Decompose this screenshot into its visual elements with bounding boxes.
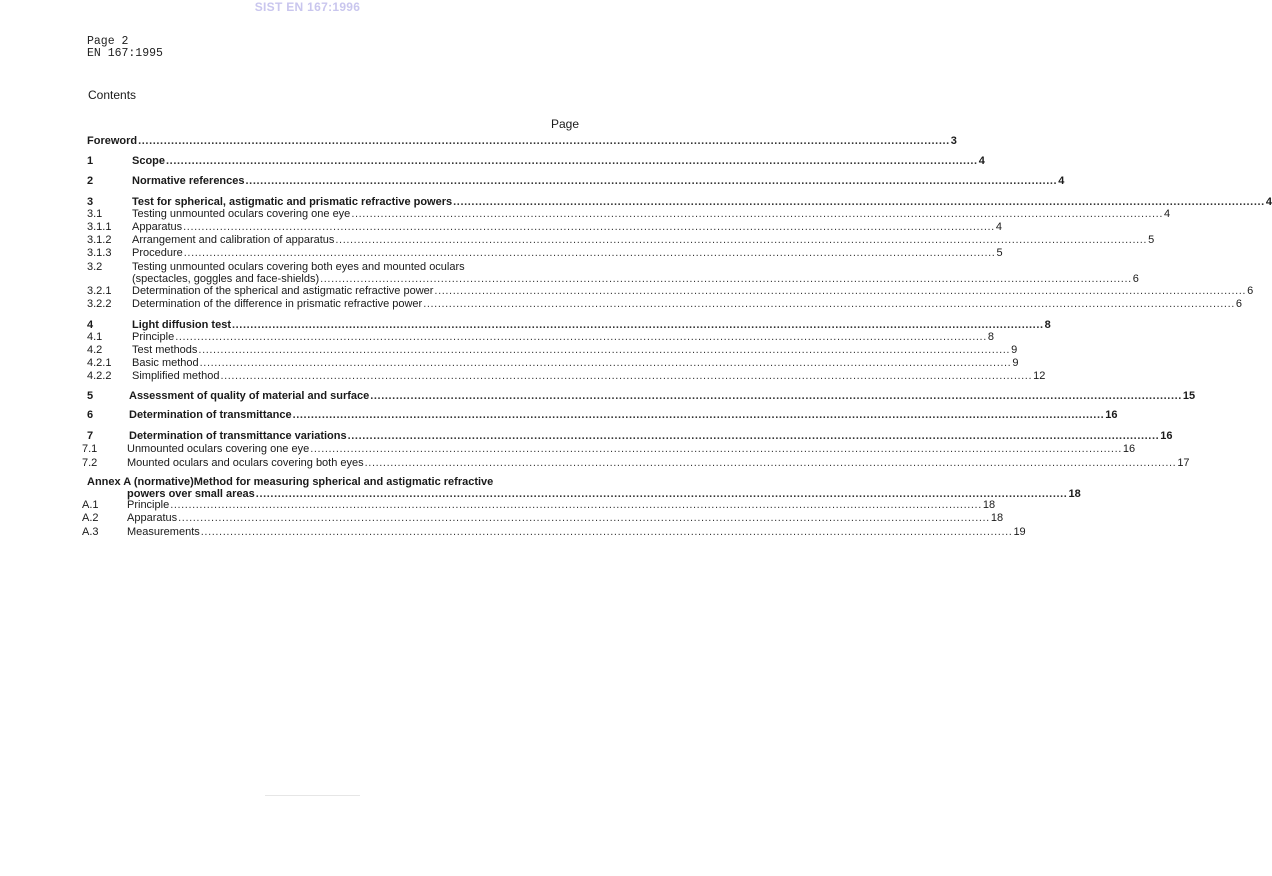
- toc-page-number: 16: [1122, 443, 1136, 455]
- toc-page-number: 18: [990, 512, 1004, 524]
- toc-page-number: 4: [1265, 196, 1272, 208]
- toc-page-number: 4: [995, 221, 1002, 233]
- toc-number: 4.2.2: [87, 370, 112, 382]
- toc-dot-leader: ..............................................................................................................................................................................................................................: [200, 526, 1013, 538]
- toc-number: 2: [87, 175, 94, 187]
- page-column-heading: Page: [551, 117, 580, 131]
- toc-entry: [129, 429, 1173, 443]
- toc-dot-leader: ..............................................................................................................................................................................................................................: [370, 390, 1182, 402]
- toc-title: Apparatus: [127, 512, 178, 524]
- toc-entry: [132, 207, 1171, 221]
- toc-page-number: 9: [1012, 357, 1019, 369]
- toc-entry: [127, 456, 1190, 470]
- toc-entry: [132, 343, 1018, 357]
- toc-number: 7: [87, 430, 94, 442]
- toc-title: Scope: [132, 155, 166, 167]
- toc-page-number: 6: [1235, 298, 1243, 310]
- toc-row: [0, 456, 1190, 470]
- toc-number: 3.1.3: [87, 247, 112, 259]
- toc-title: Principle: [132, 331, 175, 343]
- toc-page-number: 5: [996, 247, 1003, 259]
- toc-row: [0, 207, 1171, 221]
- toc-dot-leader: ..............................................................................................................................................................................................................................: [166, 155, 978, 167]
- toc-page-number: 9: [1011, 344, 1018, 356]
- toc-title: Unmounted oculars covering one eye: [127, 443, 310, 455]
- toc-page-number: 4: [978, 155, 985, 167]
- toc-number: 4: [87, 319, 94, 331]
- toc-entry: [132, 246, 1003, 260]
- toc-page-number: 4: [1058, 175, 1065, 187]
- toc-title: Mounted oculars and oculars covering both eyes: [127, 457, 364, 469]
- toc-row: [0, 408, 1118, 422]
- toc-dot-leader: ..............................................................................................................................................................................................................................: [255, 488, 1068, 500]
- toc-title: Determination of the spherical and astigmatic refractive power: [132, 285, 434, 297]
- toc-page-number: 18: [1068, 488, 1081, 500]
- toc-number: A.2: [82, 512, 99, 524]
- toc-dot-leader: ..............................................................................................................................................................................................................................: [198, 344, 1011, 356]
- toc-number: 3.1: [87, 208, 103, 220]
- toc-entry: [127, 442, 1136, 456]
- toc-dot-leader: ..............................................................................................................................................................................................................................: [292, 409, 1105, 421]
- toc-number: 6: [87, 409, 94, 421]
- page-header: [87, 36, 163, 60]
- toc-dot-leader: ..............................................................................................................................................................................................................................: [245, 175, 1058, 187]
- toc-entry: [127, 498, 996, 512]
- toc-row: [0, 284, 1254, 298]
- toc-dot-leader: ..............................................................................................................................................................................................................................: [231, 319, 1044, 331]
- toc-entry: [129, 408, 1118, 422]
- toc-title: (spectacles, goggles and face-shields): [132, 273, 320, 285]
- toc-row: [0, 429, 1173, 443]
- toc-number: 3.2: [87, 261, 103, 273]
- toc-dot-leader: ..............................................................................................................................................................................................................................: [423, 298, 1235, 310]
- toc-dot-leader: ..............................................................................................................................................................................................................................: [335, 234, 1148, 246]
- toc-dot-leader: ..............................................................................................................................................................................................................................: [351, 208, 1163, 220]
- toc-row: [0, 356, 1019, 370]
- toc-page-number: 5: [1148, 234, 1155, 246]
- toc-number: 3: [87, 196, 94, 208]
- header-standard-code: EN 167:1995: [87, 47, 163, 60]
- toc-title: Principle: [127, 499, 170, 511]
- toc-row: [0, 174, 1065, 188]
- watermark: SIST EN 167:1996: [254, 0, 361, 14]
- toc-dot-leader: ..............................................................................................................................................................................................................................: [183, 221, 995, 233]
- toc-page-number: 6: [1132, 273, 1139, 285]
- toc-title: Measurements: [127, 526, 200, 538]
- toc-title: Apparatus: [132, 221, 183, 233]
- toc-row: [0, 369, 1046, 383]
- toc-row: [0, 343, 1018, 357]
- toc-title: Simplified method: [132, 370, 220, 382]
- toc-dot-leader: ..............................................................................................................................................................................................................................: [220, 370, 1033, 382]
- toc-page-number: 3: [950, 135, 957, 147]
- toc-page-number: 8: [1044, 319, 1051, 331]
- toc-dot-leader: ..............................................................................................................................................................................................................................: [347, 430, 1160, 442]
- toc-number: 7.2: [82, 457, 98, 469]
- toc-dot-leader: ..............................................................................................................................................................................................................................: [199, 357, 1012, 369]
- toc-row: [0, 389, 1196, 403]
- toc-entry: [132, 297, 1243, 311]
- toc-page-number: 16: [1105, 409, 1118, 421]
- toc-page-number: 19: [1013, 526, 1026, 538]
- toc-dot-leader: ..............................................................................................................................................................................................................................: [183, 247, 996, 259]
- toc-entry: [129, 389, 1196, 403]
- toc-number: 4.2: [87, 344, 103, 356]
- toc-number: 1: [87, 155, 94, 167]
- toc-row: [0, 525, 1026, 539]
- toc-dot-leader: ..............................................................................................................................................................................................................................: [320, 273, 1132, 285]
- toc-number: 3.2.1: [87, 285, 112, 297]
- toc-number: 4.2.1: [87, 357, 112, 369]
- toc-row: [0, 246, 1003, 260]
- toc-page-number: 8: [987, 331, 994, 343]
- toc-title: Test methods: [132, 344, 198, 356]
- header-page-number: Page 2: [87, 35, 129, 48]
- toc-entry: [132, 356, 1019, 370]
- toc-title: Assessment of quality of material and surface: [129, 390, 370, 402]
- toc-entry: [127, 511, 1004, 525]
- scan-smudge: [265, 795, 360, 796]
- toc-row: [0, 154, 985, 168]
- toc-number: 3.1.1: [87, 221, 112, 233]
- contents-title: Contents: [88, 88, 137, 102]
- toc-page-number: 4: [1163, 208, 1171, 220]
- toc-title: Normative references: [132, 175, 245, 187]
- toc-title: Test for spherical, astigmatic and prismatic refractive powers: [132, 196, 453, 208]
- toc-title: Determination of transmittance variations: [129, 430, 347, 442]
- toc-entry: [87, 134, 957, 148]
- toc-number: A.1: [82, 499, 99, 511]
- toc-number: 4.1: [87, 331, 103, 343]
- toc-row: [0, 511, 1004, 525]
- toc-row: [0, 498, 996, 512]
- toc-title: Foreword: [87, 135, 138, 147]
- toc-row: [0, 220, 1002, 234]
- toc-entry: [132, 284, 1254, 298]
- toc-dot-leader: ..............................................................................................................................................................................................................................: [434, 285, 1247, 297]
- toc-title: Determination of the difference in prismatic refractive power: [132, 298, 423, 310]
- toc-title: Light diffusion test: [132, 319, 231, 331]
- toc-title-line1: Annex A (normative)Method for measuring spherical and astigmatic refractive: [87, 476, 494, 488]
- toc-row: [0, 330, 994, 344]
- toc-entry: [132, 330, 994, 344]
- toc-page-number: 12: [1033, 370, 1046, 382]
- toc-entry: [127, 525, 1026, 539]
- toc-row: [0, 134, 957, 148]
- toc-page-number: 16: [1160, 430, 1173, 442]
- toc-title: Arrangement and calibration of apparatus: [132, 234, 335, 246]
- toc-entry: [132, 154, 985, 168]
- toc-title: Basic method: [132, 357, 199, 369]
- toc-title: powers over small areas: [127, 488, 255, 500]
- toc-title: Testing unmounted oculars covering one eye: [132, 208, 351, 220]
- toc-entry: [132, 220, 1002, 234]
- toc-entry: [132, 369, 1046, 383]
- toc-page-number: 17: [1177, 457, 1190, 469]
- toc-title: Procedure: [132, 247, 183, 259]
- toc-row: [0, 233, 1155, 247]
- toc-dot-leader: ..............................................................................................................................................................................................................................: [138, 135, 950, 147]
- toc-page-number: 6: [1247, 285, 1254, 297]
- toc-number: 5: [87, 390, 94, 402]
- toc-number: 3.1.2: [87, 234, 112, 246]
- toc-entry: [132, 233, 1155, 247]
- toc-title-line1: Testing unmounted oculars covering both eyes and mounted oculars: [132, 261, 465, 273]
- toc-dot-leader: ..............................................................................................................................................................................................................................: [170, 499, 982, 511]
- toc-dot-leader: ..............................................................................................................................................................................................................................: [175, 331, 987, 343]
- toc-number: 3.2.2: [87, 298, 112, 310]
- toc-title: Determination of transmittance: [129, 409, 292, 421]
- toc-entry: [132, 174, 1065, 188]
- toc-number: 7.1: [82, 443, 98, 455]
- toc-row: [0, 442, 1136, 456]
- toc-number: A.3: [82, 526, 99, 538]
- toc-page-number: 18: [982, 499, 996, 511]
- toc-page-number: 15: [1182, 390, 1196, 402]
- toc-row: [0, 297, 1243, 311]
- toc-dot-leader: ..............................................................................................................................................................................................................................: [453, 196, 1265, 208]
- toc-dot-leader: ..............................................................................................................................................................................................................................: [310, 443, 1122, 455]
- toc-dot-leader: ..............................................................................................................................................................................................................................: [364, 457, 1177, 469]
- toc-dot-leader: ..............................................................................................................................................................................................................................: [178, 512, 990, 524]
